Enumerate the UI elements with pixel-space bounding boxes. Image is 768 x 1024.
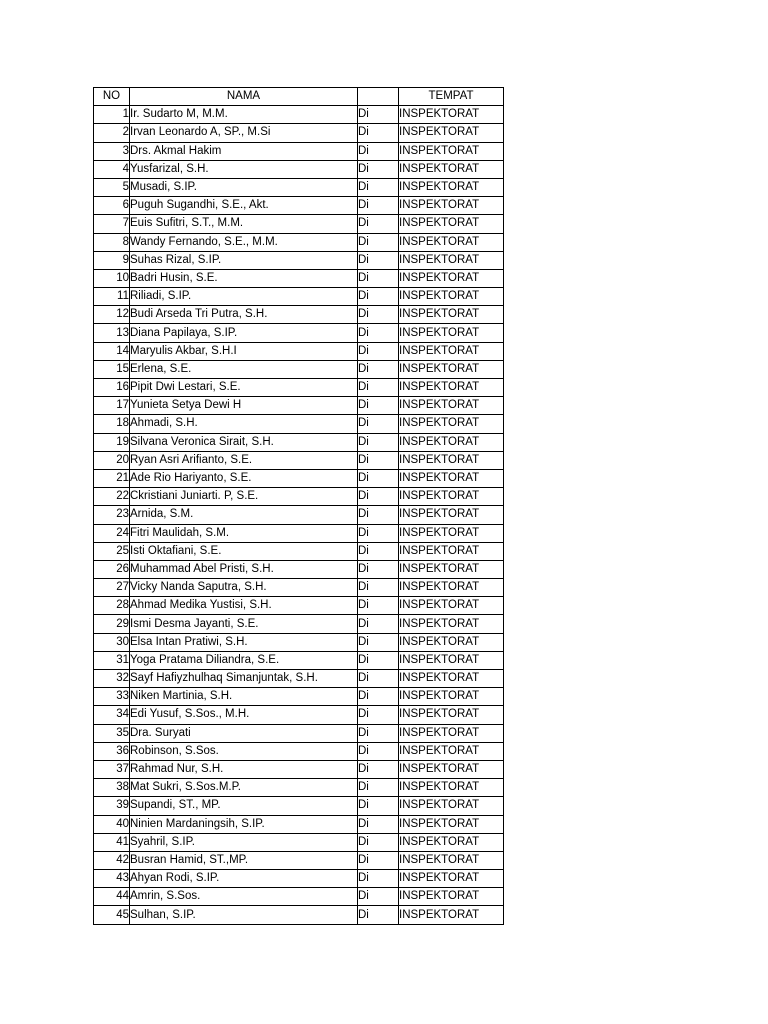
row-place: INSPEKTORAT (399, 542, 504, 560)
table-row (94, 106, 504, 124)
row-name: Drs. Akmal Hakim (130, 142, 358, 160)
row-name: Diana Papilaya, S.IP. (130, 324, 358, 342)
row-di: Di (358, 178, 399, 196)
row-number: 20 (94, 451, 130, 469)
table-row (94, 724, 504, 742)
row-place: INSPEKTORAT (399, 742, 504, 760)
table-row (94, 579, 504, 597)
row-di: Di (358, 269, 399, 287)
row-place: INSPEKTORAT (399, 906, 504, 924)
row-di: Di (358, 160, 399, 178)
row-di: Di (358, 197, 399, 215)
row-number: 10 (94, 269, 130, 287)
row-di: Di (358, 542, 399, 560)
row-name: Pipit Dwi Lestari, S.E. (130, 379, 358, 397)
row-di: Di (358, 815, 399, 833)
table-row (94, 178, 504, 196)
row-name: Puguh Sugandhi, S.E., Akt. (130, 197, 358, 215)
row-di: Di (358, 124, 399, 142)
table-row (94, 342, 504, 360)
row-number: 36 (94, 742, 130, 760)
row-place: INSPEKTORAT (399, 851, 504, 869)
row-di: Di (358, 524, 399, 542)
row-place: INSPEKTORAT (399, 833, 504, 851)
table-row (94, 451, 504, 469)
table-row (94, 833, 504, 851)
row-number: 15 (94, 360, 130, 378)
row-place: INSPEKTORAT (399, 360, 504, 378)
row-di: Di (358, 251, 399, 269)
row-di: Di (358, 597, 399, 615)
row-name: Edi Yusuf, S.Sos., M.H. (130, 706, 358, 724)
row-number: 11 (94, 288, 130, 306)
row-name: Vicky Nanda Saputra, S.H. (130, 579, 358, 597)
table-row (94, 415, 504, 433)
row-name: Elsa Intan Pratiwi, S.H. (130, 633, 358, 651)
table-row (94, 469, 504, 487)
table-row (94, 597, 504, 615)
row-di: Di (358, 142, 399, 160)
row-name: Busran Hamid, ST.,MP. (130, 851, 358, 869)
row-number: 1 (94, 106, 130, 124)
row-number: 9 (94, 251, 130, 269)
row-di: Di (358, 888, 399, 906)
row-number: 18 (94, 415, 130, 433)
row-place: INSPEKTORAT (399, 615, 504, 633)
table-row (94, 760, 504, 778)
row-number: 23 (94, 506, 130, 524)
row-number: 2 (94, 124, 130, 142)
row-place: INSPEKTORAT (399, 124, 504, 142)
row-place: INSPEKTORAT (399, 888, 504, 906)
table-row (94, 633, 504, 651)
row-place: INSPEKTORAT (399, 160, 504, 178)
row-number: 32 (94, 670, 130, 688)
row-name: Ismi Desma Jayanti, S.E. (130, 615, 358, 633)
row-name: Irvan Leonardo A, SP., M.Si (130, 124, 358, 142)
table-row (94, 542, 504, 560)
row-name: Maryulis Akbar, S.H.I (130, 342, 358, 360)
row-number: 5 (94, 178, 130, 196)
row-di: Di (358, 706, 399, 724)
row-place: INSPEKTORAT (399, 870, 504, 888)
table-row (94, 324, 504, 342)
row-di: Di (358, 724, 399, 742)
row-name: Supandi, ST., MP. (130, 797, 358, 815)
table-row (94, 651, 504, 669)
row-name: Erlena, S.E. (130, 360, 358, 378)
row-name: Musadi, S.IP. (130, 178, 358, 196)
table-header (94, 88, 504, 106)
table-row (94, 670, 504, 688)
row-name: Euis Sufitri, S.T., M.M. (130, 215, 358, 233)
row-place: INSPEKTORAT (399, 288, 504, 306)
row-number: 40 (94, 815, 130, 833)
row-number: 42 (94, 851, 130, 869)
row-di: Di (358, 670, 399, 688)
row-name: Robinson, S.Sos. (130, 742, 358, 760)
header-row (94, 88, 504, 106)
table-row (94, 397, 504, 415)
row-number: 7 (94, 215, 130, 233)
table-row (94, 215, 504, 233)
row-di: Di (358, 215, 399, 233)
table-row (94, 379, 504, 397)
table-row (94, 815, 504, 833)
row-name: Rahmad Nur, S.H. (130, 760, 358, 778)
row-name: Yusfarizal, S.H. (130, 160, 358, 178)
row-name: Ckristiani Juniarti. P, S.E. (130, 488, 358, 506)
row-place: INSPEKTORAT (399, 524, 504, 542)
table-row (94, 742, 504, 760)
row-name: Arnida, S.M. (130, 506, 358, 524)
row-place: INSPEKTORAT (399, 760, 504, 778)
row-name: Ahmad Medika Yustisi, S.H. (130, 597, 358, 615)
personnel-table (93, 87, 504, 925)
row-number: 22 (94, 488, 130, 506)
row-number: 39 (94, 797, 130, 815)
table-row (94, 233, 504, 251)
table-row (94, 524, 504, 542)
row-number: 28 (94, 597, 130, 615)
row-di: Di (358, 415, 399, 433)
row-name: Fitri Maulidah, S.M. (130, 524, 358, 542)
row-place: INSPEKTORAT (399, 451, 504, 469)
row-place: INSPEKTORAT (399, 779, 504, 797)
table-row (94, 433, 504, 451)
row-di: Di (358, 906, 399, 924)
row-name: Yunieta Setya Dewi H (130, 397, 358, 415)
header-nama: NAMA (130, 88, 358, 106)
row-di: Di (358, 615, 399, 633)
row-place: INSPEKTORAT (399, 106, 504, 124)
table-row (94, 360, 504, 378)
row-place: INSPEKTORAT (399, 415, 504, 433)
row-number: 35 (94, 724, 130, 742)
row-place: INSPEKTORAT (399, 469, 504, 487)
table-row (94, 288, 504, 306)
table-row (94, 706, 504, 724)
row-number: 30 (94, 633, 130, 651)
row-number: 8 (94, 233, 130, 251)
row-place: INSPEKTORAT (399, 797, 504, 815)
row-place: INSPEKTORAT (399, 178, 504, 196)
row-di: Di (358, 397, 399, 415)
row-place: INSPEKTORAT (399, 560, 504, 578)
row-di: Di (358, 688, 399, 706)
row-di: Di (358, 360, 399, 378)
row-name: Ade Rio Hariyanto, S.E. (130, 469, 358, 487)
row-di: Di (358, 488, 399, 506)
row-name: Sulhan, S.IP. (130, 906, 358, 924)
table-row (94, 124, 504, 142)
table-row (94, 197, 504, 215)
row-name: Yoga Pratama Diliandra, S.E. (130, 651, 358, 669)
row-place: INSPEKTORAT (399, 215, 504, 233)
row-name: Ninien Mardaningsih, S.IP. (130, 815, 358, 833)
row-name: Wandy Fernando, S.E., M.M. (130, 233, 358, 251)
row-di: Di (358, 379, 399, 397)
row-number: 17 (94, 397, 130, 415)
row-place: INSPEKTORAT (399, 397, 504, 415)
row-place: INSPEKTORAT (399, 488, 504, 506)
row-place: INSPEKTORAT (399, 342, 504, 360)
table-row (94, 488, 504, 506)
table-row (94, 688, 504, 706)
row-place: INSPEKTORAT (399, 688, 504, 706)
table-row (94, 779, 504, 797)
table-body (94, 106, 504, 924)
row-name: Mat Sukri, S.Sos.M.P. (130, 779, 358, 797)
row-name: Syahril, S.IP. (130, 833, 358, 851)
row-di: Di (358, 870, 399, 888)
row-place: INSPEKTORAT (399, 651, 504, 669)
row-number: 3 (94, 142, 130, 160)
table-row (94, 269, 504, 287)
row-number: 29 (94, 615, 130, 633)
row-place: INSPEKTORAT (399, 306, 504, 324)
row-di: Di (358, 106, 399, 124)
row-number: 38 (94, 779, 130, 797)
row-place: INSPEKTORAT (399, 142, 504, 160)
table-row (94, 615, 504, 633)
row-di: Di (358, 233, 399, 251)
row-place: INSPEKTORAT (399, 597, 504, 615)
table-row (94, 306, 504, 324)
row-di: Di (358, 833, 399, 851)
row-place: INSPEKTORAT (399, 433, 504, 451)
row-name: Ahyan Rodi, S.IP. (130, 870, 358, 888)
row-name: Suhas Rizal, S.IP. (130, 251, 358, 269)
row-di: Di (358, 506, 399, 524)
row-di: Di (358, 306, 399, 324)
row-name: Badri Husin, S.E. (130, 269, 358, 287)
row-di: Di (358, 469, 399, 487)
row-name: Ahmadi, S.H. (130, 415, 358, 433)
table-row (94, 160, 504, 178)
row-number: 26 (94, 560, 130, 578)
row-di: Di (358, 288, 399, 306)
header-no: NO (94, 88, 130, 106)
header-tempat: TEMPAT (399, 88, 504, 106)
row-di: Di (358, 560, 399, 578)
row-number: 34 (94, 706, 130, 724)
row-number: 41 (94, 833, 130, 851)
row-place: INSPEKTORAT (399, 324, 504, 342)
row-name: Niken Martinia, S.H. (130, 688, 358, 706)
row-number: 6 (94, 197, 130, 215)
row-di: Di (358, 651, 399, 669)
table-row (94, 906, 504, 924)
row-number: 16 (94, 379, 130, 397)
table-row (94, 142, 504, 160)
row-number: 44 (94, 888, 130, 906)
table-row (94, 870, 504, 888)
row-di: Di (358, 742, 399, 760)
row-name: Isti Oktafiani, S.E. (130, 542, 358, 560)
row-number: 19 (94, 433, 130, 451)
row-number: 43 (94, 870, 130, 888)
row-di: Di (358, 324, 399, 342)
table-row (94, 506, 504, 524)
table-row (94, 797, 504, 815)
row-number: 33 (94, 688, 130, 706)
row-name: Muhammad Abel Pristi, S.H. (130, 560, 358, 578)
row-di: Di (358, 851, 399, 869)
row-name: Amrin, S.Sos. (130, 888, 358, 906)
row-di: Di (358, 797, 399, 815)
row-name: Budi Arseda Tri Putra, S.H. (130, 306, 358, 324)
row-number: 27 (94, 579, 130, 597)
row-place: INSPEKTORAT (399, 815, 504, 833)
row-place: INSPEKTORAT (399, 251, 504, 269)
row-place: INSPEKTORAT (399, 706, 504, 724)
row-place: INSPEKTORAT (399, 269, 504, 287)
row-place: INSPEKTORAT (399, 233, 504, 251)
row-name: Dra. Suryati (130, 724, 358, 742)
row-place: INSPEKTORAT (399, 633, 504, 651)
row-di: Di (358, 433, 399, 451)
table-row (94, 251, 504, 269)
row-name: Ir. Sudarto M, M.M. (130, 106, 358, 124)
row-number: 21 (94, 469, 130, 487)
row-place: INSPEKTORAT (399, 579, 504, 597)
row-number: 14 (94, 342, 130, 360)
row-place: INSPEKTORAT (399, 670, 504, 688)
row-di: Di (358, 451, 399, 469)
table-row (94, 560, 504, 578)
row-place: INSPEKTORAT (399, 197, 504, 215)
row-place: INSPEKTORAT (399, 506, 504, 524)
row-di: Di (358, 633, 399, 651)
row-number: 4 (94, 160, 130, 178)
row-number: 31 (94, 651, 130, 669)
table-row (94, 851, 504, 869)
row-place: INSPEKTORAT (399, 724, 504, 742)
row-number: 45 (94, 906, 130, 924)
row-name: Ryan Asri Arifianto, S.E. (130, 451, 358, 469)
row-number: 13 (94, 324, 130, 342)
row-place: INSPEKTORAT (399, 379, 504, 397)
row-number: 25 (94, 542, 130, 560)
table-row (94, 888, 504, 906)
row-name: Silvana Veronica Sirait, S.H. (130, 433, 358, 451)
row-di: Di (358, 579, 399, 597)
row-number: 24 (94, 524, 130, 542)
row-name: Riliadi, S.IP. (130, 288, 358, 306)
row-number: 37 (94, 760, 130, 778)
row-name: Sayf Hafiyzhulhaq Simanjuntak, S.H. (130, 670, 358, 688)
row-number: 12 (94, 306, 130, 324)
header-di (358, 88, 399, 106)
row-di: Di (358, 779, 399, 797)
row-di: Di (358, 342, 399, 360)
row-di: Di (358, 760, 399, 778)
